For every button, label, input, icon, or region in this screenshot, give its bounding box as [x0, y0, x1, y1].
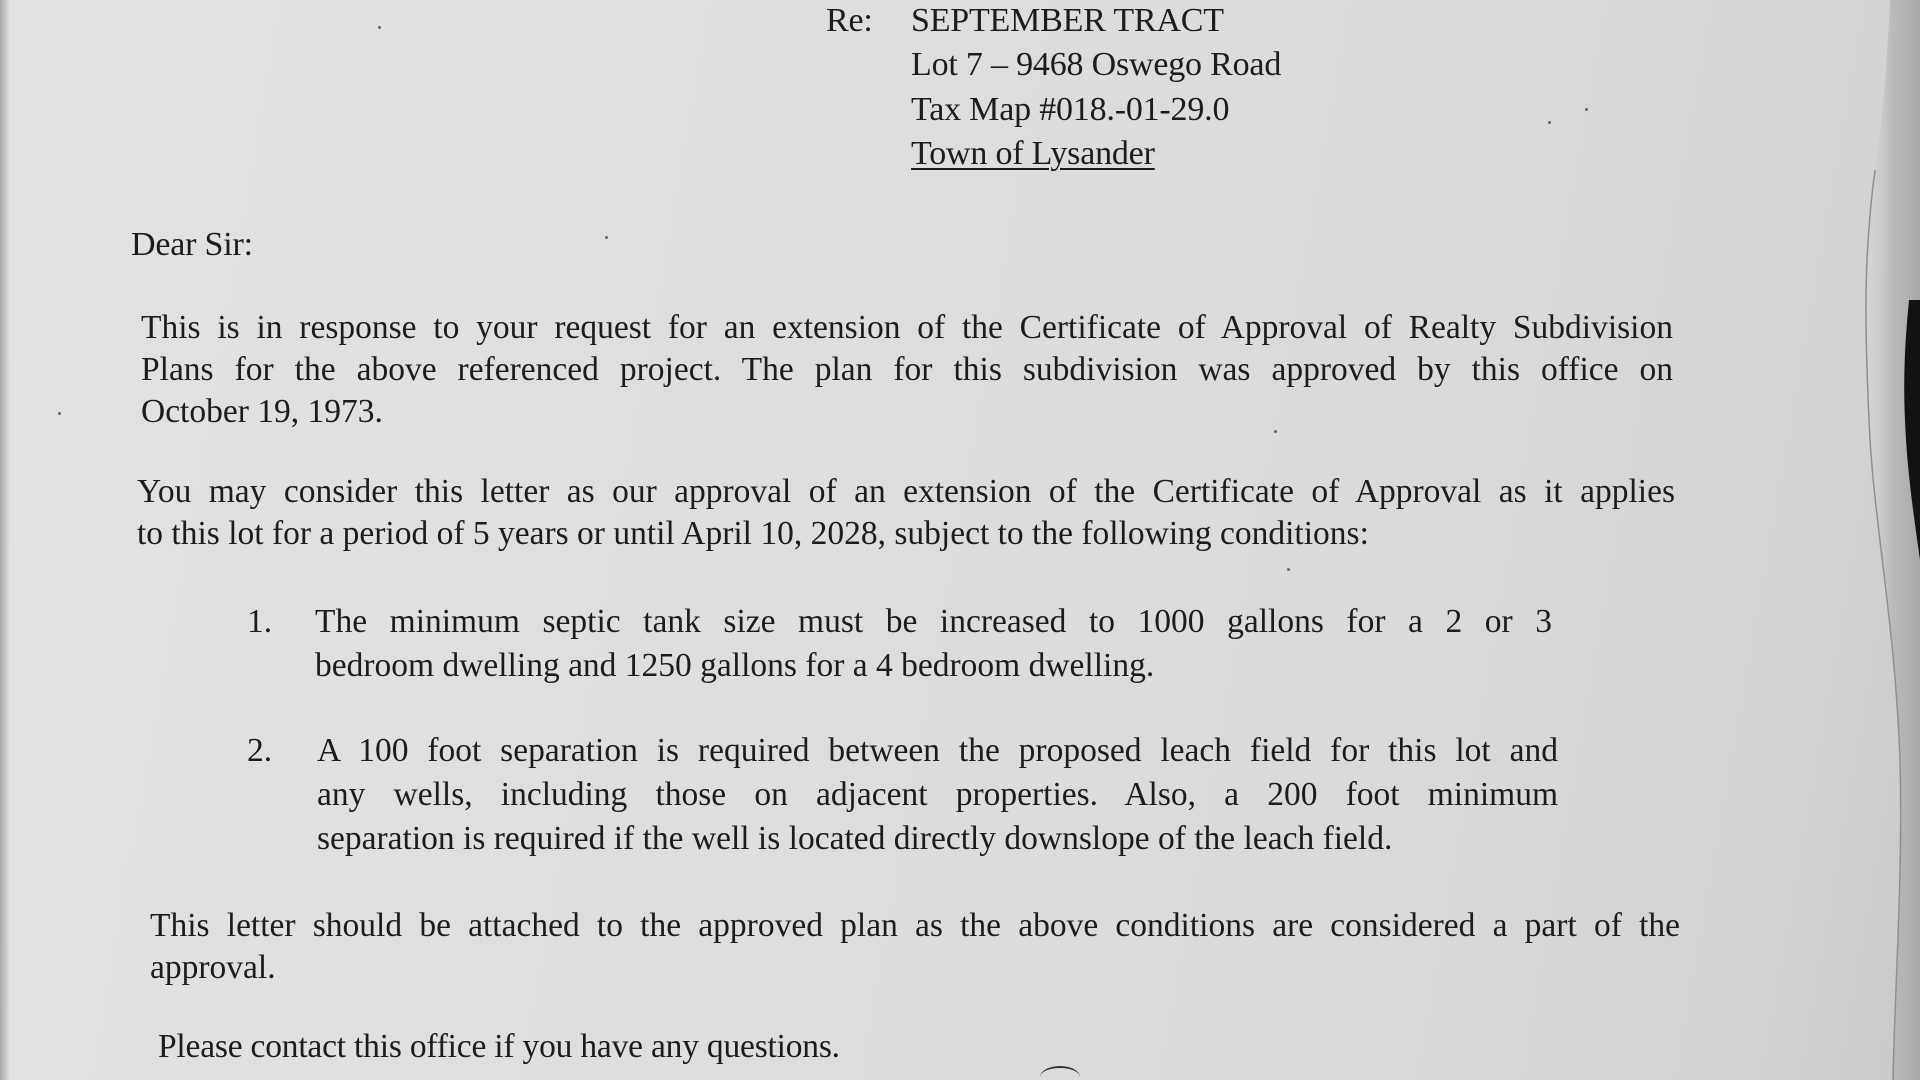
condition-item: [247, 729, 1558, 864]
paragraph-line: Plans for the above referenced project. The plan for this subdivision was approved by this office on: [141, 351, 1673, 388]
paragraph-line: approval.: [150, 949, 276, 986]
condition-line: The minimum septic tank size must be increased to 1000 gallons for a 2 or 3: [315, 603, 1552, 640]
paragraph-line: to this lot for a period of 5 years or until April 10, 2028, subject to the following conditions:: [137, 515, 1369, 552]
page-fold-shadow: [1855, 0, 1920, 1080]
re-label: Re:: [826, 2, 873, 39]
condition-number: 2.: [247, 732, 273, 769]
scan-speck: [605, 236, 608, 239]
paragraph-line: This is in response to your request for an extension of the Certificate of Approval of Realty Subdivision: [141, 309, 1673, 346]
scan-speck: [378, 26, 381, 29]
scan-speck: [1274, 430, 1277, 433]
paragraph-attach: [150, 905, 1680, 989]
paragraph-line: This letter should be attached to the approved plan as the above conditions are considered a part of the: [150, 907, 1680, 944]
paragraph-contact: Please contact this office if you have any questions.: [158, 1028, 840, 1065]
re-town: Town of Lysander: [911, 135, 1155, 172]
re-project-name: SEPTEMBER TRACT: [911, 2, 1224, 39]
condition-line: bedroom dwelling and 1250 gallons for a 4 bedroom dwelling.: [315, 647, 1155, 684]
scan-speck: [1585, 108, 1588, 111]
re-lot-address: Lot 7 – 9468 Oswego Road: [911, 46, 1282, 83]
scan-speck: [1287, 568, 1290, 571]
paragraph-approval: [137, 471, 1675, 555]
paragraph-line: October 19, 1973.: [141, 393, 383, 430]
condition-line: any wells, including those on adjacent properties. Also, a 200 foot minimum: [317, 776, 1558, 813]
salutation: Dear Sir:: [131, 226, 253, 263]
scan-speck: [58, 412, 61, 415]
signature-stroke: [1040, 1066, 1080, 1080]
condition-line: A 100 foot separation is required between the proposed leach field for this lot and: [317, 732, 1558, 769]
paragraph-line: You may consider this letter as our approval of an extension of the Certificate of Approval as it applies: [137, 473, 1675, 510]
condition-line: separation is required if the well is located directly downslope of the leach field.: [317, 820, 1393, 857]
condition-item: [247, 600, 1552, 690]
re-tax-map: Tax Map #018.-01-29.0: [911, 91, 1230, 128]
condition-text: [317, 729, 1558, 861]
condition-number: 1.: [247, 603, 273, 640]
condition-text: [315, 600, 1552, 688]
scan-speck: [1548, 121, 1551, 124]
paragraph-request: [141, 307, 1673, 433]
page-edge-shadow: [0, 0, 10, 1080]
